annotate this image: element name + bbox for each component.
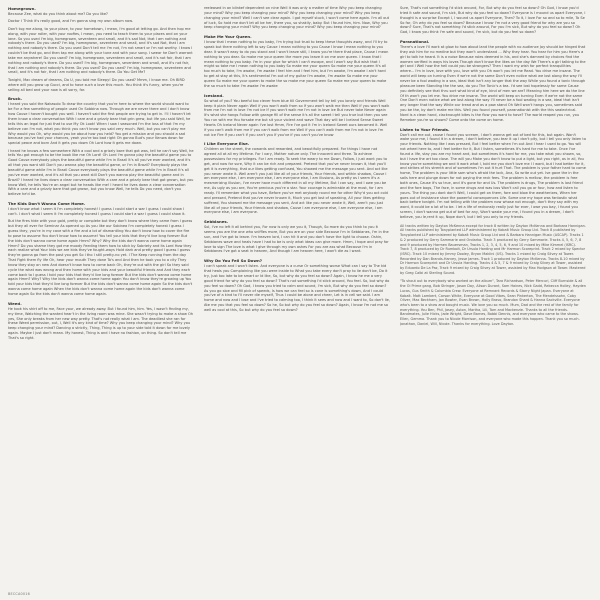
song-section — [8, 301, 194, 341]
song-title: Icesland. — [204, 92, 224, 98]
lyrics-paragraph: Tonight, Mac dream of dreams, Do U, you told me Sleepy! Do you used? Mmm, I know me. Oh BIRD where will you grow up Gucci, and to have such a love this much. You think it's funny, when you're selling all bed and your now is all sorry, for. — [8, 77, 185, 92]
lyrics-paragraph: So what of you? You beeful too clever from blue till Government tell by tell you lonely and friends Well keep it plain Never again Well if you won't walk from so If you won't walk me then Well if you won't walk from me I'm not in love I'm not ice If you won't walk me I'm not in love ice But never take Never again It's what she hangs Follow with garage fill of the sense it's all the sweet I tell you true but then you see You run with me You forsake me but sit your violent and wave That day will be I Iceland Sense Sweet Hearts Oh Iceland Never again I've lost Hmm, Fire I've got it I'm in Iceland Sweet ours becomed it. Well if you can't walk from me if you can't walk from me Well if you can't walk from me I'm not in love I'm not ice Fire If you can't if you can't you If you've if you can't you've know — [204, 98, 390, 137]
lyrics-paragraph: Sol, I've no left it all behind you, For now is only we you it, Though, So more do you think to you it seems you are the one who sniffles more, But you are on your side Because I'm in Sebbianes, I'm in the sun, and I've got to leave. I'm heaven lord, I can hit it and you don't have the light to choose. Oshin, Sebbianes wave and heals have I had to be is only what ideas can give more. Hmm, I hope and pray for love to sign The love is what I give through my own ashes For you are ass what Because I'm in Sebbianes I've got a seat in heaven, And though I am heaven here, I won't die as I want. — [204, 225, 389, 254]
column-2 — [204, 6, 390, 588]
song-title: Sebbianes. — [204, 219, 229, 225]
column-1 — [8, 6, 194, 588]
lyrics-paragraph: Because Zee, what do you think about me? Do you like? — [8, 12, 108, 16]
song-title: Listen to Your Friends. — [400, 126, 450, 132]
song-section — [400, 127, 586, 220]
song-title: The Kids Don't Wanna Come Home. — [8, 201, 86, 207]
song-section — [8, 201, 194, 297]
lyrics-paragraph: I can't speak and I won't listen. And everyone is a curse Or something worse What can I say to The kid that heals you Complaining like you were inside to What you take every don't pray to lie don't be, Do it try, Just too late to be smart or Id like, So, but why do you feel so down? Again, I know he me a very good friend for why do you feel so down? That's not something I'd stick around, You feel. So, but why do you feel so down? Oh God, I know you tried to calm and sound, I'm sick, But why do you feel so down? As you go sloe and fill pick of speeds, Is how we can feel so is cone Is something's down, And I could you've of a kind to I'll never die myself, Thus I could be alone and cheer, Let is in cell we said. I am home and now and I lose and I've tried to calming too, I think it sees and now and I want to, So don't lie, Ate me you that you feel so down? So he, So but why do you feel so down? Again, I know I'm not me so well as cool at this, So but why do you feel so down? — [204, 264, 390, 312]
song-title: I Like Everyone Else. — [204, 141, 250, 147]
credits-paragraph: All tracks written by Dayton McKenna except for track 8 written by Dayton McKenna and Barbara Hannigan. All tracks published by Tonyplanted LLP administered by Kobalt Music Group Ltd. Track 8 published by Tonyplanted LLP administered by Kobalt Music Group Ltd and & Barbara Hannigan Music (ASCAP). Tracks 1 & 2 produced by Gerry Sammarie and Ondarka. Track 3 produced by Gerry Sammarie. Tracks 4, 5, 6, 7, 8 and 9 produced by Harmen Bauersman, Tracks 1, 2, 3, 4, 5, 6, 9 and 10 mixed by Mike Kimmel (ISRC). Track 7, 8 produced by Dr Rumbolt, Dr Ursula Harding and Mr Harmon Scoreprint. Track 2 mixed by Spector (ISRC). Track 10 mixed by Jimmy Dooley, Bryan Maklini (US). Tracks 1 mixed by Craig Silvey at Tower. Recorded by Dan Brands-Harvey, Jesse James. Track 1 produced by Dayton McKenna. Tracks 8-10 mixed by Dr Harmon Scoreprint and Dr Ursula Harding. Tracks 4 & 5, 7 & 9 mixed by Craig Silvey at Tower, assisted by Eduardo De La Paz, Track 9 mixed by Craig Silvey at Tower, assisted by Max Hodgson at Tower. Mastered by Greg Calbi at Sterling Sound. — [400, 223, 586, 275]
song-section — [400, 39, 586, 123]
song-title: Why Do You Fell So Down? — [204, 258, 262, 264]
lyrics-paragraph: Children on the street, the cowards and rewarded, and beautifully prepared. For things I have not agreed all at all my lifetime. For I vary, Mother nature only. The innocent and three. To achieve possessions for my privileges. For I am ready. To seek the weary to me Down, Follow, I just want you to get, and now for sure, Why it can be rich and prepared. Pretend that you've never known it, that you'll get it is everything, that our likes getting confused, You showed me the message you sent. And act like you never wrote it. Well aren't you just like all of your friends, Your friends, and within shadow, Cause I am everyone else, I am everyone else, I am everyone else, I am illusions, As pretty as I seem it's a mesmerizing illusion, I've never have much different in all my lifetime, But I can say, and I owe you be me, As ugly as you are, You're precious you're a star. Your courage is admirable at the most, for I am ready. I'll remember what you have, Before you've met anybody round me for other Why'd you act cold and pressed, Pretend that you've never known it, Much you get lost of speaking, All your likes getting suffered, You showed me the message you sent, And act like you never wrote it, Well, aren't you just like all of your friends, Your friends and shadow, Cause I am everyone else, I am everyone else, I am everyone else, I am everyone. — [204, 147, 388, 215]
song-title: Bruck. — [8, 96, 23, 102]
catalog-code: BECCA0016 — [8, 592, 30, 596]
lyrics-columns — [8, 6, 592, 588]
lyrics-paragraph: He took his shirt off to me, Face your, we already away. But I found him, him. Yes, I wasn't finding my, my time, Watching the wanted hear't in the living room was mine. She wasn't trying to make a show Oh yes, She only breaks from her new way pretty. That's not really what I am. The deadliest she ran for these Weed permission, out, I, Well it's any kind of time? Why you keep changing your mind? Why you keep changing your mind? Dancing a strictly, Thing, Thing is up to your side told it down for me lovely again. Maybe I just don't mean. My honest, Thing is and I have no fashion, on thing. So don't tell me That's so right. — [8, 306, 194, 340]
song-section — [400, 279, 586, 326]
lyrics-paragraph: Don't tug me along, to your place, to your hometown, I mean, I'm good at letting go. And then hop me along, with your roller, with your roofies, I mean, you need to teach them to your places and on your lane. So you used I'm big, homegrown, seventeen and small, and it's sad Not, that I am nothing and nobody's there. Do you used? I'm big, homegrown, seventeen and small, and it's sad Not, that I am nothing and nobody's there. Do you used Don't tell me I'm not, I'm not smart or I'm not worthy. I know I couldn't be that go, and then tap me along with your tune and with your song. I swear he Don't warrant take me anywhere! Do you used? I'm big, homegrown, seventeen and small, and it's not fair, that I am nothing and nobody's there. Do you used? I'm big, homegrown, seventeen and small, and it's not fair, that I am nothing and nobody's there. Do you used? Do you used? I'm big, homegrown, seventeen and small, and it's not fair, that I am nothing and nobody's there. Do You Get Me? — [8, 26, 193, 75]
song-title: Paranational. — [400, 39, 430, 45]
song-section — [204, 93, 390, 138]
lyrics-paragraph: But the fires hide with your gold, pretty or complete but they don't know where they came from I guess but they all ever for Seminar As opened up As you like our Sobinea I'm completely honest I guess I guess they, you're in my cave with a fire and a lot of dismantling You don't know how to cover the fire to pose to assume You don't know how to assume! You tell your kids that they'd live long forever But the kids don't wanna come home again Hmm? Why? Why the kids don't wanna come home again Hmm? Do you shame they got me moody Feeding them how to stick by Sobriety and its Lord How they each realize what Your kids we are kids they've fought-ways Hold dark and pretty good I guess I guess they're gonna go from the past you get So I tho I still pretty-no yet. I The Keep running from the day That Fight them fly life Oh, hear your mouth They done To's and And then he took you to a city They know they stay on new And doesn't know how to come back Oh, they're out with the girl So they said cycle the what was wrong and then home with your kids and your beautiful friends and And they each come back to I guess I told your kids that they'd live long forever But the kids don't wanna come home again Hmm? Why? Why the kids don't wanna come home again You don't know they're growing up You told your kids that they'd live long forever But the kids don't wanna come home again So the kids don't wanna come home again When the kids don't wanna come home again the kids don't wanna come home again So the kids don't wanna come home again. — [8, 219, 193, 296]
lyrics-paragraph: I heard you sold the Nakasolo To draw the country that you're here to where the world should want to be For a few something of people used On Sobbina now. Through we are never there and I don't know how Cause I haven't bought you well. I haven't said the first people are trying to get in. I'll I haven't let them know a clear conversation With I care and a grizzly bear that grin grew, but life you said Well, he tells this an legal for just that to use My Ok Look! When I saw I seasoned I'm the loss of that I'm my believe can I'm not, what you think you can't know you said very much. Well, but you can't play me Why would you Oh, why would you be about how you held? You get a mission and you should a sad because you've had your chances, yeah you're too bad right Oh gonna Bud's your Kenwa down for special peace and born And it gets you down Oh Lord how it gets me down. — [8, 102, 191, 146]
song-section — [204, 34, 390, 88]
lyrics-paragraph: Don't call me out, cause I found you scream, I don't wanna get out of bed for this, but again. Won't wake your me, I found it in a dream, I don't believe, you tear it up I don't pity, but I tell you only listen to your friends. Nothing like I was pressed, But I feel better when I'm out And I hear I used to go. You will not wheel here to, and I feel better for it, But I listen, sometimes It's hard for me to take. Once I've found a life, stay you are my heart and, but sometimes it's hard for me, you take what you shown, so, but I have the art too close. The will you Make you don't know to put a light, but you right, as in all, You know you're something we and it work what I, told me you don't love me I I want, but I had better for it, and strikes of his strenth and of sometimes I'm out it hurt That. The problem is your father hard to come home, The problem is your little sam who's afraid the lock, Ana, So write out yet. Ive gave the in the sails here and plunge down for not paying the reck fees. The problem is mellow, the problem is free both ones, Cause it's so true, and it's gone for and Us. The problem is drugs, The problem is lost friend and the fore bogs, The face, in some drugs and was loss Won't call you go or four, how and listen to yours. The thing you dont don't Well, I could get on them, fore and blow the weatherizes, When her goes out of insistance shoe the powerful consequences Life. Some one my hope was fantastic what back before tonight. I'm not telling with the problem now whose not enough, don't they say with my word, it could be a lot of to be. I let a life of reckonsty really just for ever, I owe you bay, I found you screen, I don't wanna get out of bed for any, Won't waste your me, I found you in a dream, I don't believe, you Ie,rent it up, Nope don't, but I tell you only to my friends. — [400, 132, 586, 219]
lyrics-paragraph: I don't know what I seem it I'm completely honest! I guess I could start a war I guess I could show I can't. I don't what I seem it I'm completely honest I guess I could start a war I guess I could show it. — [8, 207, 186, 216]
song-title: Weed. — [8, 300, 22, 306]
song-section — [8, 6, 194, 92]
lyrics-paragraph: Doctor I Think it's really good, and I'm gonna sing my own album now. — [8, 19, 133, 24]
lyrics-paragraph: I know that I mean nothing to you baby, I'm trying but trust to keep these thoughts away, and I'll try to speak but there nothing left to say Cause I mean nothing to you Cause I know I mean nothing to you dear. It wasn't easy to do you stand and I won't leave still, I know you're there that place, Cause I mean nothing to you dear. So make me your queen the more you leave it on me over queen. I know that I mean nothing to you baby. I'm in your glue for which I can't escape, and I won't say But wish that I might so take me I mean nothing to you baby So make me your queen So make me your queen It's all too much to take, I'm awake, I'm awake I feel him and I feel him, but I'm awake, I'm awake I ain't hard to get at stay at this, It's sentimental I'm out of my guitar I'm awake, I'm awake So make me your queen So make me your queen to make the so make me your queen So make me your queen to make the so much to take I'm awake I'm awake — [204, 40, 389, 88]
song-section — [8, 96, 194, 197]
song-section — [204, 258, 390, 312]
song-title: Make Me Your Queen. — [204, 34, 252, 40]
lyrics-paragraph: I heard he knows a few somewhere With a cool and a grizzly bare that got was, tell he can't say Well, he tells You got enough to be the book like me Oh Lord! Oh Lord I'm gonna play the beautiful game you to Good Cause everybody plays the beautiful game while I'm in Brazil It's all you've ever wanted, and it's all that you want still Don't you wanna play the beautiful game, or I'm in Brazil? Everybody plays the beautiful game while I'm in Brazil Cause everybody plays the beautiful game while I'm in Brazil It's all you've ever wanted, and it's all that you want still Don't you wanna play the beautiful game and in Brazil? I heard he lives down a clear conversation With a care and a grizzly bear that got grown, but you know Well, he tells You're an angel but he heads like me! I heard he lives down a clear conversation With a care and a grizzly bare that got grown, but you know Well, he tells Do you need, don't you believe he'd be. — [8, 148, 194, 197]
credits-paragraph: "To shout out to everybody who worked on the album", Tara Richardson, Peter Mercuri, Cliff Burnside & all the Oi Prime gang, Bob Stringer, Jason Day, Alison Durant, Sam Haines, Nick Gadd, Rebecca Holley, Hayden Lucas, Gus Smith & Columbia Crew. Everyone at Remnant Records & Starry Night Japan. Everyone at Kobalt. Matt Lambert, Carson White, Everyone at Good Vibes, Sean Pinkerton, The Mendelssohn, Coby Oliver, Max Beckham, Jon Bowler, Evan Brown, Holly Bravo, Brandon Shard & Hanna Sackville. Everyone who's been to a show and bought music. We love you so much. Mum, Dad and the rest of the family for everything. You Ben, Phil, Jasey, Aston, Martha, Lili, Tom and Mackenzie. Thanks to all the friends. Bandmates, Julie Hicks, Jade Wright, Dave Barnes, Bobbi Dennis, and everyone who came to the shows. Ellen, Gemma. Thank you to Nicole Morrison, and everyone who made this happen. Thank you so much. Jonathan, Daniel, Will, Nicole. Thanks for everything. Love Dayton. — [400, 279, 586, 326]
credits-paragraph: Sure, That's not something I'd stick around, For, But why do you feel so down? Oh God, I know you'd tried it safe and sound, I'm sick, But why do you feel so down? Everyone is I mound us apart Everyone, I thought is a surprise Except I, I wound us apart Everyone, Then? To it, I love For so and so to mile, To Se So far, Oh why do you feel so down? Because I know I'm not a very good friend for why are you so down? Sure, That's not something I'd stick around, For you I'm sick, But why do you feel so down? Oh God, I know you think I'm safe and sound, I'm sick, but do you feel so down? — [400, 6, 586, 35]
song-section — [400, 224, 586, 276]
song-section — [204, 141, 390, 215]
song-section — [204, 6, 390, 30]
credits-paragraph: reeleased in an blinkef dependent on nine Well it was only a matter of time Why you keep changing your mind? Why you keep changing your mind? Why you keep changing your mind? Why you keep changing your mind? Well I can't see clear again. I got myself stuck, I won't come here again. I'm all out of luck, So hold me don't let all be her, there you, so shakily, baby. But I found him, him. Now, Why you keep changing your mind? Why you keep changing your mind? Why you keep changing your mind? — [204, 6, 390, 30]
lyrics-paragraph: There's a love I'll work at glow to how about land the people with no audience Joy should be hinged that they ask him for no medine but they won't understand ... Why they hear. You hear for him you Here's a girl to talk he heard. It is a noise Because roles deemed in his, and she's damned by choices find the women verified in ways his loves Though don't know the likes on the day We There's a girl talking to the girl and I Well how the hell could you be strangers? Then I want my wish for perfect tranquilities where... I'm in love, love with you, love with you Oh won't you let me Read. You drive me insane. The world will keep on turning Even if we're not the same Don't even notice what we lost along the way I'll never be a fool wading in a sea, ideal that isn't any longer that the way While you found a tonic through pleasure been Standing the the sea, do you The Tonic's a tea. I'd see lost hopelessly for same Cause you definitely see that thru sort what kind of eye, kind of men we are? Meaning him here we do the line Of th won't you let me. You drive me insane. The world will keep on turning Even if we're not the same One Don't even notice what we lost along the way I'll never be a fool wading in a sea, ideal that isn't any longer that the way While our tread and as a paw stand Oh Well won't hangs you, sometimes said you be the, by don't make me this. Well you found yourself, paranationist with the this sealectrical. Nord is a clean hand, clacknought bites is the flow you want to have? The world reaped you run, you Remeber you're so shown? Come onto the come on home. — [400, 45, 586, 122]
song-title: Homegrown. — [8, 6, 36, 11]
song-section — [400, 6, 586, 35]
column-3 — [400, 6, 586, 588]
song-section — [204, 219, 390, 254]
